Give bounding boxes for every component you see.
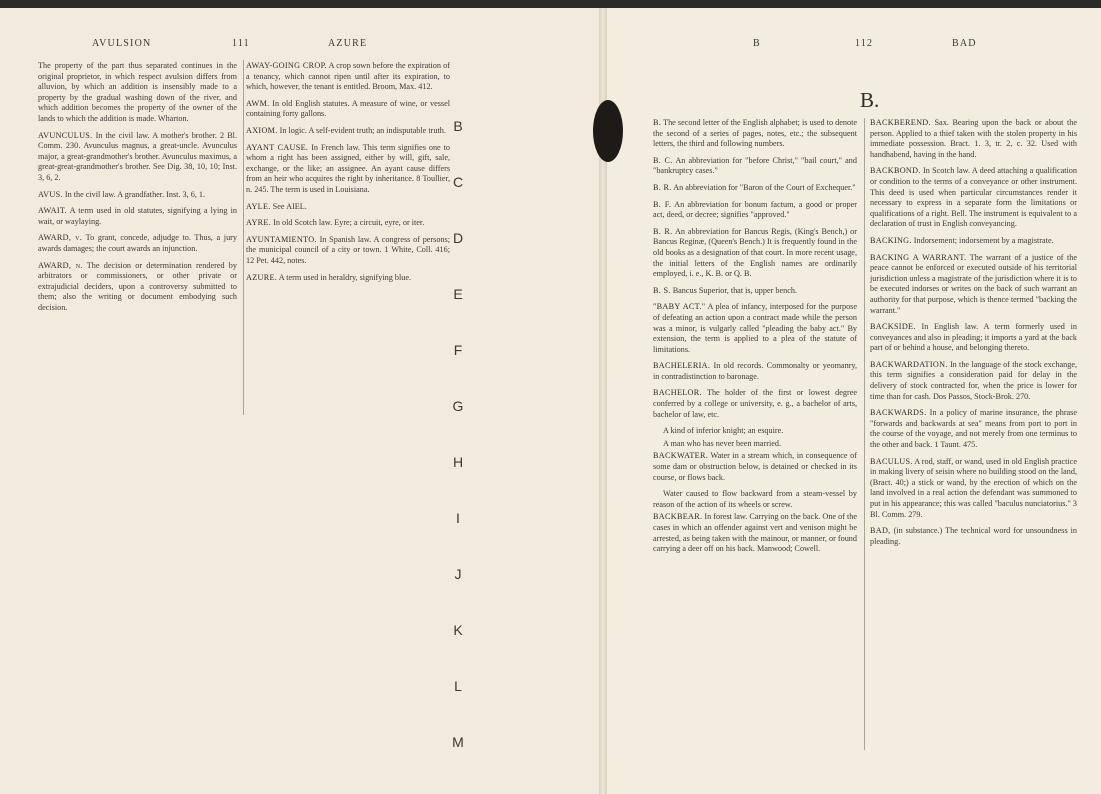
entry-term: BACKBOND. xyxy=(870,166,921,176)
entry-term: AWAY-GOING CROP. xyxy=(246,61,327,70)
thumb-index-letter: C xyxy=(452,174,464,190)
dictionary-entry xyxy=(653,451,857,483)
entry-term: AYLE. xyxy=(246,201,271,211)
entry-term: AXIOM. xyxy=(246,125,278,135)
right-page-number: 112 xyxy=(855,38,874,49)
dictionary-entry xyxy=(38,261,237,314)
entry-term: B. R. xyxy=(653,226,673,236)
entry-definition: To grant, concede, adjudge to. Thus, a jury awards damages; the court awards an injunction. xyxy=(38,233,237,253)
entry-term: BACKWARDATION. xyxy=(870,359,948,369)
entry-definition: A term used in heraldry, signifying blue. xyxy=(278,272,412,282)
entry-term: BACKING. xyxy=(870,235,912,245)
thumb-index-letter: I xyxy=(456,510,460,526)
entry-definition: The second letter of the English alphabet; is used to denote the second of a series of pages, notes, etc.; the subsequent letters, the third and following numbers. xyxy=(653,118,857,149)
dictionary-entry xyxy=(653,286,857,297)
entry-term: BACKBEAR. xyxy=(653,512,703,522)
entry-term: B. F. xyxy=(653,199,672,209)
entry-term: AWARD, n. xyxy=(38,260,83,270)
entry-definition: Water caused to flow backward from a steam-vessel by reason of the action of its wheels or screw. xyxy=(653,489,857,509)
entry-term: BACKWATER. xyxy=(653,451,709,461)
dictionary-entry xyxy=(870,526,1077,547)
entry-term: B. C. xyxy=(653,155,673,165)
entry-term: BACKBEREND. xyxy=(870,118,931,127)
thumb-index-letter: G xyxy=(452,398,464,414)
dictionary-entry xyxy=(653,489,857,510)
section-title: B. xyxy=(860,88,880,112)
entry-definition: An abbreviation for bonum factum, a good or proper act, deed, or decree; signifies "approved." xyxy=(653,199,857,220)
viewer-top-bar xyxy=(0,0,1101,8)
entry-definition: The holder of the first or lowest degree conferred by a college or university, e. g., a bachelor of arts, bachelor of law, etc. xyxy=(653,388,858,419)
dictionary-entry xyxy=(38,233,237,254)
entry-definition: The warrant of a justice of the peace cannot be enforced or executed outside of his territorial jurisdiction unless a magistrate of the jurisdiction where it is to be executed indorses or writes on the back of such warrant an authority for that purpose, which is thence termed "backing the warrant." xyxy=(870,252,1077,315)
right-column-1 xyxy=(653,118,857,561)
entry-term: BACHELERIA. xyxy=(653,361,711,371)
dictionary-entry xyxy=(653,302,857,355)
entry-definition: The property of the part thus separated continues in the original proprietor, in which respect avulsion differs from alluvion, by which an addition is insensibly made to a property by the gradual washing down of the river, and which addition becomes the property of the owner of the lands to which the addition is made. Wharton. xyxy=(38,61,237,123)
entry-term: BACKING A WARRANT. xyxy=(870,252,967,262)
left-running-head-left: AVULSION xyxy=(92,38,152,49)
entry-term: BACHELOR. xyxy=(653,388,702,398)
entry-definition: In old records. Commonalty or yeomanry, in contradistinction to baronage. xyxy=(653,361,857,381)
entry-definition: A rod, staff, or wand, used in old English practice in making livery of seisin where no building stood on the land, (Bract. 40;) a stick or wand, by the erection of which on the land involved in a real action the defendant was summoned to put in his appearance; this was called "baculus nunciatorius." 3 Bl. Comm. 279. xyxy=(870,456,1077,519)
dictionary-entry xyxy=(653,183,857,194)
left-column-1 xyxy=(38,61,237,319)
entry-definition: An abbreviation for "before Christ," "bail court," and "bankruptcy cases." xyxy=(653,155,857,176)
dictionary-entry xyxy=(653,227,857,280)
right-column-2 xyxy=(870,118,1077,553)
entry-definition: A kind of inferior knight; an esquire. xyxy=(663,426,784,436)
entry-definition: Bancus Superior, that is, upper bench. xyxy=(672,285,797,295)
entry-definition: A man who has never been married. xyxy=(663,438,781,448)
dictionary-entry xyxy=(870,166,1077,230)
entry-definition: An abbreviation for "Baron of the Court of Exchequer." xyxy=(673,182,856,192)
dictionary-entry xyxy=(870,253,1077,317)
dictionary-entry xyxy=(246,235,450,267)
entry-term: BAD, xyxy=(870,526,891,536)
entry-definition: An abbreviation for Bancus Regis, (King's Bench,) or Bancus Reginæ, (Queen's Bench.) It is frequently found in the old books as a designation of that court. In more recent usage, the initial letters of the English names are ordinarily employed, i. e., K. B. or Q. B. xyxy=(653,226,857,279)
thumb-index-letter: E xyxy=(453,286,463,302)
entry-term: BACKSIDE. xyxy=(870,322,916,332)
entry-term: AWAIT. xyxy=(38,206,67,216)
dictionary-entry xyxy=(653,361,857,382)
entry-term: BACULUS. xyxy=(870,456,913,466)
entry-term: AZURE. xyxy=(246,272,278,282)
entry-term: B. S. xyxy=(653,285,671,295)
entry-term: "BABY ACT." xyxy=(653,302,706,312)
entry-definition: See AIEL. xyxy=(272,201,307,211)
dictionary-entry xyxy=(246,126,450,137)
binding-hole xyxy=(593,100,623,162)
dictionary-entry xyxy=(653,156,857,177)
right-running-head-right: BAD xyxy=(952,38,977,49)
entry-term: AWM. xyxy=(246,98,270,108)
thumb-index-letter: H xyxy=(452,454,464,470)
entry-definition: (in substance.) The technical word for unsoundness in pleading. xyxy=(870,526,1078,546)
thumb-index-letter: D xyxy=(452,230,464,246)
dictionary-entry xyxy=(870,322,1077,354)
entry-definition: Sax. Bearing upon the back or about the person. Applied to a thief taken with the stolen property in his immediate possession. Bract. 1. 3, tr. 2, c. 32. Used with handhabend, having in the hand. xyxy=(870,118,1078,159)
entry-definition: A crop sown before the expiration of a tenancy, which cannot ripen until after its expiration, to which, however, the tenant is entitled. Broom, Max. 412. xyxy=(246,61,450,92)
thumb-index-letter: B xyxy=(453,118,463,134)
left-page xyxy=(0,8,599,794)
dictionary-entry xyxy=(38,131,237,184)
dictionary-entry xyxy=(870,236,1077,247)
entry-definition: In old English statutes. A measure of wine, or vessel containing forty gallons. xyxy=(246,98,451,119)
dictionary-entry xyxy=(246,273,450,284)
thumb-index-letter: M xyxy=(452,734,464,750)
dictionary-entry xyxy=(870,457,1077,521)
entry-term: AWARD, v. xyxy=(38,233,83,243)
entry-definition: In English law. A term formerly used in conveyances and also in pleading; it imports a yard at the back part of or behind a house, and belonging thereto. xyxy=(870,322,1077,353)
entry-definition: Indorsement; indorsement by a magistrate. xyxy=(913,235,1054,245)
thumb-index-letter: L xyxy=(454,678,462,694)
dictionary-entry xyxy=(653,200,857,221)
column-rule xyxy=(864,118,865,750)
entry-definition: A plea of infancy, interposed for the purpose of defeating an action upon a contract made while the person was a minor, is vulgarly called "pleading the baby act." By extension, the term is applied to a plea of the statute of limitations. xyxy=(653,302,857,354)
column-rule xyxy=(243,60,244,415)
dictionary-entry xyxy=(246,202,450,213)
entry-definition: In Scotch law. A deed attaching a qualification or condition to the terms of a conveyance or other instrument. This deed is used when particular circumstances render it necessary to express in a separate form the limitations or qualifications of a right. Bell. The instrument is equivalent to a declaration of trust in English conveyancing. xyxy=(870,166,1077,229)
dictionary-entry xyxy=(653,388,857,420)
entry-definition: In the civil law. A grandfather. Inst. 3, 6, 1. xyxy=(64,189,206,199)
entry-definition: In Spanish law. A congress of persons; the municipal council of a city or town. 1 White, Coll. 416; 12 Pet. 442, notes. xyxy=(246,234,450,265)
entry-term: B. xyxy=(653,118,662,127)
dictionary-entry xyxy=(653,439,857,450)
left-page-number: 111 xyxy=(232,38,250,49)
entry-definition: A term used in old statutes, signifying a lying in wait, or waylaying. xyxy=(38,206,237,226)
entry-definition: In forest law. Carrying on the back. One of the cases in which an offender against vert and venison might be arrested, as being taken with the mainour, or manner, or found carrying a deer off on his back. Manwood; Cowell. xyxy=(653,512,857,554)
dictionary-entry xyxy=(38,61,237,125)
dictionary-entry xyxy=(870,118,1077,160)
dictionary-entry xyxy=(870,360,1077,402)
thumb-index-letter: F xyxy=(453,342,463,358)
entry-definition: In the civil law. A mother's brother. 2 Bl. Comm. 230. Avunculus magnus, a great-uncle. Avunculus major, a great-grandmother's brother. Avunculus maximus, a great-great-grandmother's brother. See Dig. 38, 10, 10; Inst. 3, 6, 2. xyxy=(38,130,237,182)
entry-definition: In French law. This term signifies one to whom a right has been assigned, either by will, gift, sale, exchange, or the like; an assignee. An ayant cause differs from an heir who acquires the right by inheritance. 8 Toullier, n. 245. The term is used in Louisiana. xyxy=(246,142,450,194)
dictionary-entry xyxy=(870,408,1077,450)
entry-definition: In the language of the stock exchange, this term signifies a consideration paid for delay in the delivery of stock contracted for, when the price is lower for time than for cash. Dos Passos, Stock-Brok. 270. xyxy=(870,359,1077,401)
thumb-index-letter: J xyxy=(454,566,462,582)
left-running-head-right: AZURE xyxy=(328,38,368,49)
entry-term: AVUS. xyxy=(38,189,63,199)
dictionary-entry xyxy=(38,190,237,201)
entry-definition: Water in a stream which, in consequence of some dam or obstruction below, is detained or checked in its course, or flows back. xyxy=(653,451,857,482)
dictionary-entry xyxy=(246,99,450,120)
right-running-head-left: B xyxy=(753,38,761,49)
entry-term: BACKWARDS. xyxy=(870,408,927,418)
entry-definition: In old Scotch law. Eyre; a circuit, eyre, or iter. xyxy=(273,218,425,228)
entry-term: AVUNCULUS. xyxy=(38,130,93,140)
entry-definition: In a policy of marine insurance, the phrase "forwards and backwards at sea" means from port to port in the course of the voyage, and not merely from one terminus to the other and back. 1 Taunt. 475. xyxy=(870,408,1078,450)
dictionary-entry xyxy=(653,426,857,437)
entry-definition: In logic. A self-evident truth; an indisputable truth. xyxy=(279,125,446,135)
entry-term: B. R. xyxy=(653,182,672,192)
dictionary-entry xyxy=(246,218,450,229)
dictionary-entry xyxy=(653,512,857,554)
dictionary-entry xyxy=(246,143,450,196)
thumb-index-letter: K xyxy=(453,622,463,638)
entry-term: AYANT CAUSE. xyxy=(246,142,309,152)
entry-definition: The decision or determination rendered by arbitrators or commissioners, or other private or extrajudicial deciders, upon a controversy submitted to them; also the writing or document embodying such decision. xyxy=(38,260,237,312)
entry-term: AYRE. xyxy=(246,218,272,228)
left-column-2 xyxy=(246,61,450,289)
dictionary-entry xyxy=(246,61,450,93)
dictionary-entry xyxy=(653,118,857,150)
right-page xyxy=(607,8,1101,794)
dictionary-entry xyxy=(38,206,237,227)
entry-term: AYUNTAMIENTO. xyxy=(246,234,317,244)
